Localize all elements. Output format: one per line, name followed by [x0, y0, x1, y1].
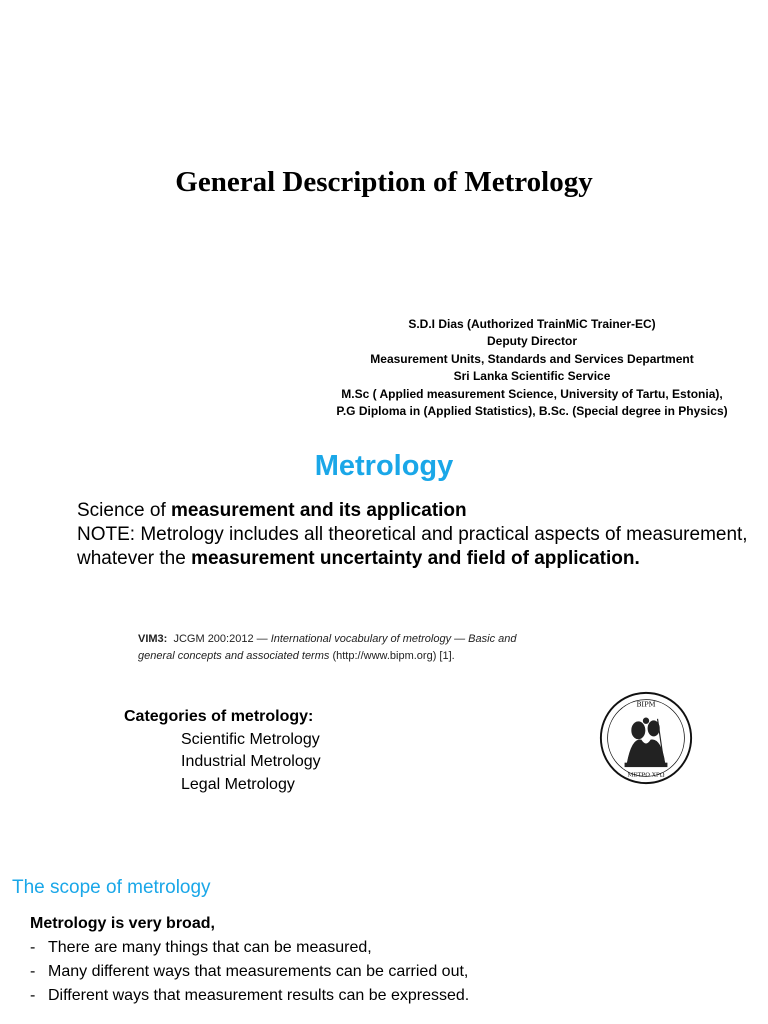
- author-line: P.G Diploma in (Applied Statistics), B.Sc. (Special degree in Physics): [336, 404, 728, 419]
- author-block: [300, 316, 764, 420]
- page-title: General Description of Metrology: [175, 166, 593, 198]
- vim3-ref: JCGM 200:2012 —: [173, 633, 271, 645]
- list-item-text: Many different ways that measurements can be carried out,: [48, 963, 469, 980]
- author-line: Measurement Units, Standards and Services Department: [370, 351, 694, 366]
- dash-marker: -: [30, 963, 36, 980]
- seal-top-text: BIPM: [636, 700, 656, 709]
- vim3-reference: [138, 631, 517, 665]
- note-bold: measurement uncertainty and field of application.: [191, 548, 640, 569]
- list-item: [30, 984, 469, 1008]
- vim3-tail: (http://www.bipm.org) [1].: [329, 650, 455, 662]
- definition-bold: measurement and its application: [171, 500, 467, 521]
- scope-intro: Metrology is very broad,: [30, 915, 215, 932]
- bipm-seal-logo: [598, 690, 694, 786]
- categories-block: [124, 706, 321, 796]
- metrology-heading: Metrology: [314, 450, 454, 482]
- note-text: NOTE: Metrology includes all theoretical and practical aspects of measurement, whatever the: [77, 524, 748, 569]
- list-item: [30, 960, 469, 984]
- list-item: [30, 936, 469, 960]
- seal-bottom-text: ΜΕΤΡΩ ΧΡΩ: [627, 772, 665, 779]
- vim3-title-1: International vocabulary of metrology — Basic and: [270, 633, 517, 645]
- category-item: Industrial Metrology: [181, 753, 321, 770]
- vim3-label: VIM3:: [138, 633, 168, 645]
- scope-heading: The scope of metrology: [12, 877, 211, 898]
- author-line: M.Sc ( Applied measurement Science, University of Tartu, Estonia),: [341, 386, 723, 401]
- vim3-title-2: general concepts and associated terms: [138, 650, 330, 662]
- category-item: Legal Metrology: [181, 775, 295, 793]
- definition-line: [77, 499, 757, 523]
- author-line: S.D.I Dias (Authorized TrainMiC Trainer-EC): [408, 317, 656, 331]
- author-line: Sri Lanka Scientific Service: [453, 369, 611, 384]
- categories-heading: Categories of metrology:: [124, 708, 314, 725]
- category-item: Scientific Metrology: [181, 730, 320, 748]
- dash-marker: -: [30, 987, 36, 1004]
- scope-block: [30, 912, 469, 1008]
- definition-note: [77, 523, 757, 571]
- list-item-text: There are many things that can be measured,: [48, 939, 372, 956]
- definition-prefix: Science of: [77, 500, 171, 521]
- metrology-definition: [77, 499, 757, 571]
- list-item-text: Different ways that measurement results can be expressed.: [48, 987, 470, 1004]
- dash-marker: -: [30, 939, 36, 956]
- author-line: Deputy Director: [486, 334, 578, 349]
